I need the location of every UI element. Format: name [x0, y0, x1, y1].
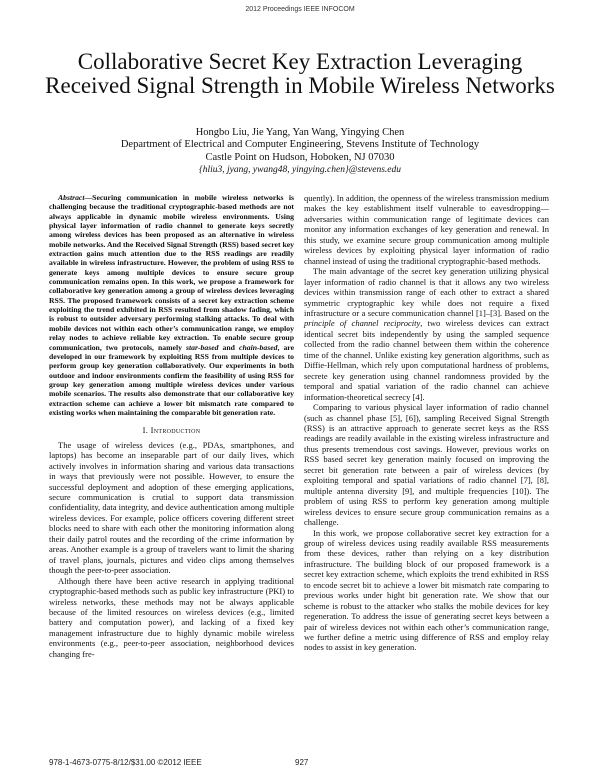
- page-number: 927: [295, 758, 309, 767]
- section-heading-introduction: I. Introduction: [142, 425, 201, 436]
- abstract-text-c: , are developed in our framework by exploiting RSS from multiple devices to perform group key generation collaboratively. Our experiments in both outdoor and indoor environments confirm the feasibility of using RSS for group key generation among multiple wireless devices under various mobile scenarios. The results also demonstrate that our collaborative key extraction scheme can achieve a lower bit mismatch rate compared to existing works when maintaining the comparable bit generation rate.: [49, 342, 294, 417]
- paper-title: Collaborative Secret Key Extraction Leveraging Received Signal Strength in Mobile Wireless Networks: [45, 49, 555, 98]
- abstract-text-b: and: [218, 342, 240, 352]
- intro-paragraph-1: The usage of wireless devices (e.g., PDAs, smartphones, and laptops) has become an inseparable part of our daily lives, which actively involves in information sharing and various data transactions in ways that previously were not possible. However, to ensure the successful deployment and adoption of these emerging applications, secure communication is crutial to support data transmission confidentiality, data integrity, and device authentication among multiple wireless devices. For example, police officers covering different street blocks need to share with each other the monitoring information along their daily patrol routes and the recording of the crime information by areas. Another example is a group of travelers want to limit the sharing of travel plans, journals, pictures and video clips among themselves though the peer-to-peer association.: [49, 439, 294, 576]
- intro-paragraph-5: Comparing to various physical layer information of radio channel (such as channel phase [5], [6]), sampling Received Signal Strength (RSS) is an attractive approach to generate secret keys as the RSS readings are readily available in the existing wireless infrastructure and thus presents tremendous cost savings. However, previous works on RSS based secret key generation mainly focused on improving the secret bit generation rate between a pair of wireless devices (by exploiting temporal and spatial variations of radio channel [7], [8], multiple antenna diversity [9], and multiple frequencies [10]). The problem of using RSS to perform key generation among multiple wireless devices to ensure secure group communication remains as a challenge.: [304, 402, 549, 528]
- author-names: Hongbo Liu, Jie Yang, Yan Wang, Yingying Chen: [195, 127, 405, 138]
- footer-isbn: 978-1-4673-0775-8/12/$31.00 ©2012 IEEE: [49, 758, 202, 767]
- abstract-label: Abstract—: [58, 193, 93, 202]
- abstract: [49, 193, 294, 417]
- proceedings-header: 2012 Proceedings IEEE INFOCOM: [245, 6, 355, 13]
- intro-paragraph-4: [304, 266, 549, 402]
- intro-paragraph-3: quently). In addition, the openness of the wireless transmission medium makes the key establishment itself vulnerable to eavesdropping—adversaries within communication range of legitimate devices can monitor any information exchanges of key generation and renewal. In this study, we examine secure group communication among multiple wireless devices by exploiting physical layer information of radio channel instead of using the traditional cryptographic-based methods.: [304, 193, 549, 266]
- intro-p4-term: principle of channel reciprocity: [304, 318, 421, 329]
- abstract-term-chain: chain-based: [239, 342, 278, 352]
- intro-paragraph-6: In this work, we propose collaborative secret key extraction for a group of wireless devices using readily available RSS measurements from these devices, rather than relying on a key distribution infrastructure. The building block of our proposed framework is a secret key extraction scheme, which exploits the trend exhibited in RSS to encode secret bit to achieve a lower bit mismatch rate comparing to previous works under hight bit generation rate. We show that our scheme is robust to the attacker who stalks the mobile devices for key regeneration. To address the issue of generating secret keys between a pair of wireless devices not within each other’s communication range, we further define a metric using difference of RSS and employ relay nodes to assist in key generation.: [304, 527, 549, 653]
- intro-paragraph-2: Although there have been active research in applying traditional cryptographic-based methods such as public key infrastructure (PKI) to wireless networks, these methods may not be always applicable because of the limited resources on wireless devices (e.g., limited battery and computation power), and lacking of a fixed key management infrastructure due to highly dynamic mobile wireless environments (e.g., peer-to-peer association, neighborhood devices changing fre-: [49, 575, 294, 659]
- intro-p4-text-a: The main advantage of the secret key generation utilizing physical layer information of radio channel is that it allows any two wireless devices within transmission range of each other to extract a shared symmetric cryptographic key while does not require a fixed infrastructure or a secure communication channel [1]–[3]. Based on the: [304, 266, 549, 318]
- author-department: Department of Electrical and Computer Engineering, Stevens Institute of Technology: [120, 139, 480, 151]
- intro-p4-text-b: , two wireless devices can extract identical secret bits independently by using the sampled sequence collected from the radio channel between them within the coherence time of the channel. Unlike existing key generation algorithms, such as Diffie-Hellman, which rely upon computational hardness of problems, secrete key generation using channel randomness provided by the temporal and spatial variation of the radio channel can achieve information-theoretical secrecy [4].: [304, 318, 549, 402]
- author-emails: {hliu3, jyang, ywang48, yingying.chen}@stevens.edu: [198, 164, 402, 175]
- left-column: [49, 193, 294, 659]
- author-block: [40, 127, 560, 176]
- abstract-text-a: Securing communication in mobile wireless networks is challenging because the traditional cryptographic-based methods are not always applicable in dynamic mobile wireless environments. Using physical layer information of radio channel to generate keys secretly among wireless devices has been proposed as an alternative in wireless mobile networks. And the Received Signal Strength (RSS) based secret key extraction gains much attention due to the RSS readings are readily available in wireless infrastructure. However, the problem of using RSS to generate keys among multiple devices to ensure secure group communication remains open. In this work, we propose a framework for collaborative key generation among a group of wireless devices leveraging RSS. The proposed framework consists of a secret key extraction scheme exploiting the trend exhibited in RSS resulted from shadow fading, which is robust to outsider adversary performing stalking attacks. To deal with mobile devices not within each other’s communication range, we employ relay nodes to achieve reliable key extraction. To enable secure group communication, two protocols, namely: [49, 193, 294, 352]
- abstract-term-star: star-based: [186, 342, 219, 352]
- right-column: [304, 193, 549, 653]
- author-address: Castle Point on Hudson, Hoboken, NJ 07030: [205, 151, 395, 163]
